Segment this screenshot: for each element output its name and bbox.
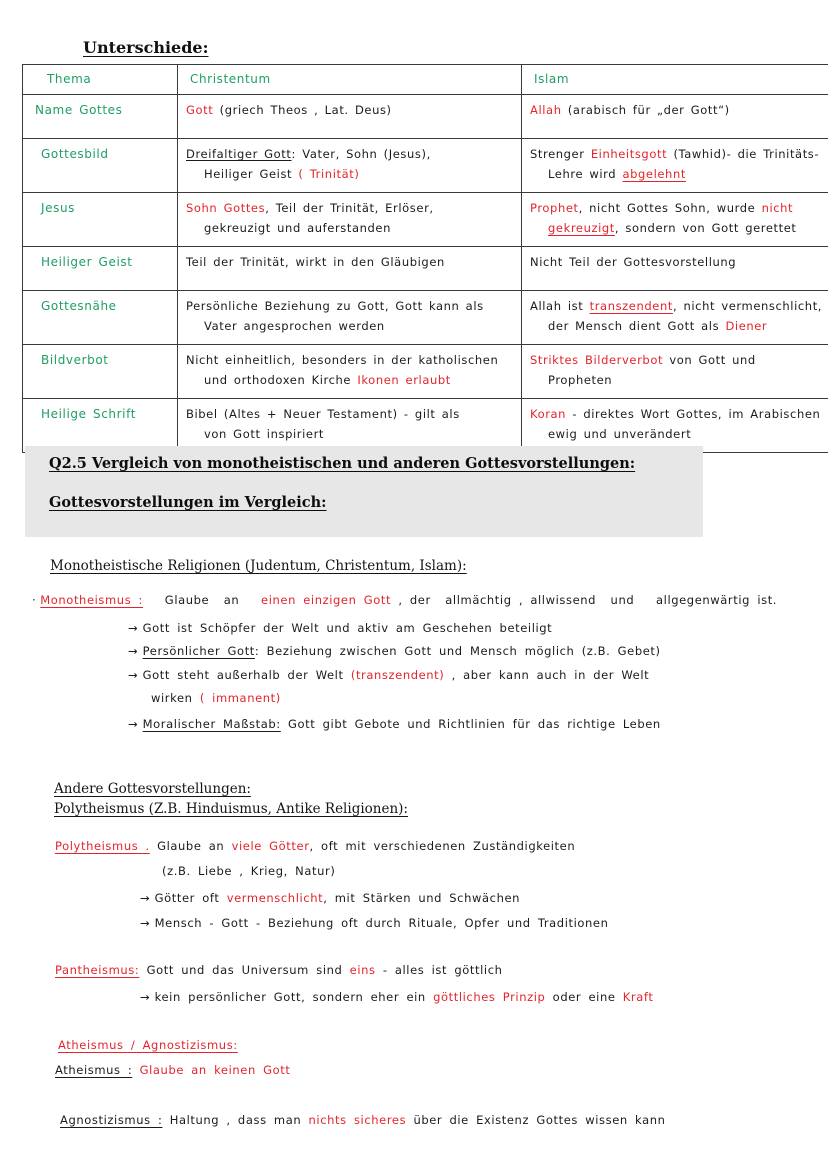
- note-polytheismus-line2: (z.B. Liebe , Krieg, Natur): [162, 864, 336, 878]
- islam-seg-1-2: - direktes Wort Gottes, im Arabischen: [566, 407, 821, 421]
- table-cell-topic-label: Jesus: [41, 201, 76, 215]
- note-monotheismus-sub2: [128, 643, 661, 660]
- note-pantheismus-sub1: [140, 989, 653, 1006]
- christentum-seg-2-1: von Gott inspiriert: [204, 427, 325, 442]
- table-cell-topic-label: Gottesnähe: [41, 299, 117, 313]
- page-title: Unterschiede:: [83, 38, 209, 57]
- note-polytheismus-sub2: [140, 915, 609, 932]
- heading-monotheistische-religionen: Monotheistische Religionen (Judentum, Christentum, Islam):: [50, 558, 467, 574]
- table-cell-topic: [23, 95, 178, 139]
- note-mono-sub3-b: , aber kann auch in der Welt: [444, 668, 650, 682]
- christentum-seg-1-1: Bibel (Altes + Neuer Testament) - gilt als: [186, 407, 460, 421]
- note-monotheismus-sub3b: [151, 690, 281, 707]
- note-mono-sub1-text: Gott ist Schöpfer der Welt und aktiv am Geschehen beteiligt: [142, 621, 553, 635]
- note-mono-sub3-red: (transzendent): [350, 668, 445, 682]
- table-cell-christentum: [178, 399, 522, 453]
- table-row: [23, 291, 828, 345]
- christentum-seg-1-2: , Teil der Trinität, Erlöser,: [265, 201, 434, 215]
- table-cell-topic: [23, 345, 178, 399]
- islam-seg-2-2: abgelehnt: [622, 167, 686, 182]
- islam-seg-1-3: nicht: [761, 201, 794, 215]
- christentum-seg-1-1: Gott: [186, 103, 214, 117]
- table-cell-christentum: [178, 247, 522, 291]
- table-cell-islam: [522, 345, 828, 399]
- table-cell-topic: [23, 193, 178, 247]
- islam-seg-2-1: Propheten: [548, 373, 613, 388]
- islam-seg-1-1: Allah: [530, 103, 562, 117]
- arrow-icon: →: [140, 916, 150, 930]
- christentum-seg-1-1: Teil der Trinität, wirkt in den Gläubigen: [186, 255, 445, 269]
- note-monotheismus-text: Glaube an einen einzigen Gott , der allmächtig , allwissend und allgegenwärtig ist.: [150, 593, 778, 607]
- table-cell-topic-label: Heilige Schrift: [41, 407, 137, 421]
- note-label-pantheismus: Pantheismus:: [55, 963, 140, 977]
- islam-line-1: [530, 350, 828, 370]
- note-label-polytheismus: Polytheismus .: [55, 839, 150, 853]
- islam-line-2: [530, 316, 828, 336]
- table-cell-islam: [522, 139, 828, 193]
- islam-line-1: [530, 296, 828, 316]
- christentum-line-1: [186, 252, 513, 272]
- christentum-line-2: [186, 316, 513, 336]
- islam-seg-1-1: Prophet: [530, 201, 579, 215]
- christentum-seg-2-1: und orthodoxen Kirche: [204, 373, 358, 388]
- islam-line-2: [530, 218, 828, 238]
- note-pan-a: Gott und das Universum sind: [139, 963, 350, 977]
- islam-line-1: [530, 252, 828, 272]
- note-label-agnostizismus: Agnostizismus :: [60, 1113, 163, 1127]
- note-poly-sub1-b: , mit Stärken und Schwächen: [323, 891, 521, 905]
- note-pan-sub1-red2: Kraft: [622, 990, 654, 1004]
- table-cell-christentum: [178, 139, 522, 193]
- arrow-icon: →: [128, 644, 138, 658]
- section-highlight-box: [25, 446, 703, 537]
- christentum-seg-1-1: Dreifaltiger Gott: [186, 147, 292, 161]
- note-label-persoenlicher-gott: Persönlicher Gott: [142, 644, 255, 658]
- islam-seg-1-3: , nicht vermenschlicht,: [672, 299, 823, 313]
- note-pan-red: eins: [349, 963, 376, 977]
- islam-seg-2-1: Lehre wird: [548, 167, 623, 182]
- column-header-christentum: [178, 65, 522, 95]
- christentum-line-1: [186, 350, 513, 370]
- column-header-islam-label: Islam: [534, 72, 570, 86]
- table-row: [23, 95, 828, 139]
- note-pan-sub1-a: kein persönlicher Gott, sondern eher ein: [154, 990, 434, 1004]
- christentum-line-1: [186, 144, 513, 164]
- table-cell-topic-label: Bildverbot: [41, 353, 109, 367]
- table-cell-islam: [522, 95, 828, 139]
- note-mono-red-1: einen einzigen Gott: [261, 593, 392, 607]
- table-row: [23, 247, 828, 291]
- christentum-line-2: [186, 370, 513, 390]
- islam-seg-1-1: Strenger: [530, 147, 591, 161]
- table-cell-topic: [23, 139, 178, 193]
- christentum-seg-2-2: Ikonen erlaubt: [357, 373, 451, 388]
- note-pantheismus-line1: [55, 962, 503, 979]
- christentum-seg-1-1: Nicht einheitlich, besonders in der katholischen: [186, 353, 499, 367]
- christentum-line-2: [186, 164, 513, 184]
- christentum-seg-2-1: Vater angesprochen werden: [204, 319, 385, 334]
- note-label-atheismus-agnostizismus: Atheismus / Agnostizismus:: [58, 1038, 238, 1052]
- table-row: [23, 345, 828, 399]
- bullet-dot: ·: [32, 593, 37, 607]
- islam-line-1: [530, 198, 828, 218]
- arrow-icon: →: [128, 668, 138, 682]
- note-monotheismus-line1: [32, 592, 777, 609]
- islam-seg-1-1: Striktes Bilderverbot: [530, 353, 664, 367]
- islam-line-1: [530, 404, 828, 424]
- christentum-seg-2-2: ( Trinität): [298, 167, 360, 182]
- christentum-line-1: [186, 404, 513, 424]
- note-monotheismus-sub1: [128, 620, 552, 637]
- christentum-line-1: [186, 198, 513, 218]
- islam-seg-1-2: von Gott und: [663, 353, 756, 367]
- table-row: [23, 193, 828, 247]
- islam-seg-1-3: (Tawhid)- die Trinitäts-: [667, 147, 820, 161]
- islam-seg-2-1: der Mensch dient Gott als: [548, 319, 726, 334]
- islam-line-1: [530, 100, 828, 120]
- islam-line-1: [530, 144, 828, 164]
- note-poly-sub1-red: vermenschlicht: [226, 891, 324, 905]
- table-cell-islam: [522, 399, 828, 453]
- section-subtitle-vergleich: Gottesvorstellungen im Vergleich:: [49, 494, 327, 511]
- note-poly-red: viele Götter: [231, 839, 310, 853]
- column-header-thema-label: Thema: [47, 72, 92, 86]
- islam-seg-1-2: (arabisch für „der Gott“): [561, 103, 730, 117]
- islam-line-2: [530, 164, 828, 184]
- table-cell-christentum: [178, 291, 522, 345]
- note-poly-a: Glaube an: [149, 839, 232, 853]
- table-cell-topic-label: Gottesbild: [41, 147, 109, 161]
- table-row: [23, 399, 828, 453]
- islam-seg-1-2: , nicht Gottes Sohn, wurde: [578, 201, 762, 215]
- islam-seg-2-1: gekreuzigt: [548, 221, 615, 236]
- table-cell-islam: [522, 291, 828, 345]
- islam-seg-1-1: Nicht Teil der Gottesvorstellung: [530, 255, 737, 269]
- table-cell-topic: [23, 247, 178, 291]
- note-label-moralischer-massstab: Moralischer Maßstab:: [142, 717, 281, 731]
- note-monotheismus-sub4: [128, 716, 661, 733]
- table-cell-topic-label: Name Gottes: [35, 103, 123, 117]
- section-title-q25: Q2.5 Vergleich von monotheistischen und anderen Gottesvorstellungen:: [49, 455, 636, 472]
- table-cell-christentum: [178, 345, 522, 399]
- note-atheismus-line: [55, 1062, 290, 1079]
- note-polytheismus-sub1: [140, 890, 520, 907]
- arrow-icon: →: [128, 717, 138, 731]
- table-header-row: [23, 65, 828, 95]
- arrow-icon: →: [128, 621, 138, 635]
- christentum-line-2: [186, 424, 513, 444]
- christentum-seg-1-1: Persönliche Beziehung zu Gott, Gott kann als: [186, 299, 484, 313]
- islam-seg-1-1: Koran: [530, 407, 567, 421]
- column-header-islam: [522, 65, 828, 95]
- note-mono-sub2-text: : Beziehung zwischen Gott und Mensch möglich (z.B. Gebet): [254, 644, 661, 658]
- note-label-monotheismus: Monotheismus :: [40, 593, 144, 607]
- heading-andere-gottesvorstellungen: Andere Gottesvorstellungen:: [54, 781, 251, 797]
- table-cell-christentum: [178, 95, 522, 139]
- islam-line-2: [530, 424, 828, 444]
- islam-seg-2-1: ewig und unverändert: [548, 427, 692, 442]
- table-cell-topic: [23, 399, 178, 453]
- christentum-seg-1-2: : Vater, Sohn (Jesus),: [291, 147, 431, 161]
- note-pan-sub1-b: oder eine: [545, 990, 623, 1004]
- table-cell-islam: [522, 247, 828, 291]
- note-pan-sub1-red: göttliches Prinzip: [433, 990, 546, 1004]
- note-poly-b: , oft mit verschiedenen Zuständigkeiten: [309, 839, 576, 853]
- table-cell-christentum: [178, 193, 522, 247]
- arrow-icon: →: [140, 891, 150, 905]
- christentum-seg-2-1: Heiliger Geist: [204, 167, 299, 182]
- column-header-thema: [23, 65, 178, 95]
- christentum-line-1: [186, 100, 513, 120]
- islam-seg-1-1: Allah ist: [530, 299, 590, 313]
- comparison-table: [22, 64, 828, 453]
- arrow-icon: →: [140, 990, 150, 1004]
- note-agn-red: nichts sicheres: [308, 1113, 407, 1127]
- table-body: [23, 95, 828, 453]
- islam-seg-2-2: Diener: [725, 319, 768, 334]
- note-atheismus-heading: [58, 1037, 238, 1054]
- note-agn-b: über die Existenz Gottes wissen kann: [406, 1113, 666, 1127]
- note-mono-sub3-red2: ( immanent): [199, 691, 281, 705]
- christentum-seg-1-2: (griech Theos , Lat. Deus): [213, 103, 392, 117]
- note-poly-sub2-text: Mensch - Gott - Beziehung oft durch Rituale, Opfer und Traditionen: [154, 916, 609, 930]
- note-label-atheismus: Atheismus :: [55, 1063, 133, 1077]
- table-row: [23, 139, 828, 193]
- table-cell-topic-label: Heiliger Geist: [41, 255, 133, 269]
- column-header-christentum-label: Christentum: [190, 72, 271, 86]
- note-agnostizismus-line: [60, 1112, 666, 1129]
- islam-line-2: [530, 370, 828, 390]
- islam-seg-2-2: , sondern von Gott gerettet: [614, 221, 797, 236]
- table-cell-topic: [23, 291, 178, 345]
- table-header: [23, 65, 828, 95]
- note-poly-sub1-a: Götter oft: [154, 891, 227, 905]
- note-agn-a: Haltung , dass man: [162, 1113, 309, 1127]
- christentum-seg-2-1: gekreuzigt und auferstanden: [204, 221, 391, 236]
- christentum-line-2: [186, 218, 513, 238]
- note-monotheismus-sub3: [128, 667, 649, 684]
- islam-seg-1-2: Einheitsgott: [590, 147, 668, 161]
- note-mono-sub3-a: Gott steht außerhalb der Welt: [142, 668, 351, 682]
- heading-polytheismus: Polytheismus (Z.B. Hinduismus, Antike Religionen):: [54, 801, 408, 817]
- christentum-seg-1-1: Sohn Gottes: [186, 201, 266, 215]
- table-cell-islam: [522, 193, 828, 247]
- note-mono-sub3-c: wirken: [151, 691, 200, 705]
- note-polytheismus-line1: [55, 838, 575, 855]
- note-mono-sub4-text: Gott gibt Gebote und Richtlinien für das richtige Leben: [280, 717, 661, 731]
- islam-seg-1-2: transzendent: [589, 299, 673, 313]
- note-pan-b: - alles ist göttlich: [375, 963, 503, 977]
- christentum-line-1: [186, 296, 513, 316]
- note-atheismus-value: Glaube an keinen Gott: [132, 1063, 291, 1077]
